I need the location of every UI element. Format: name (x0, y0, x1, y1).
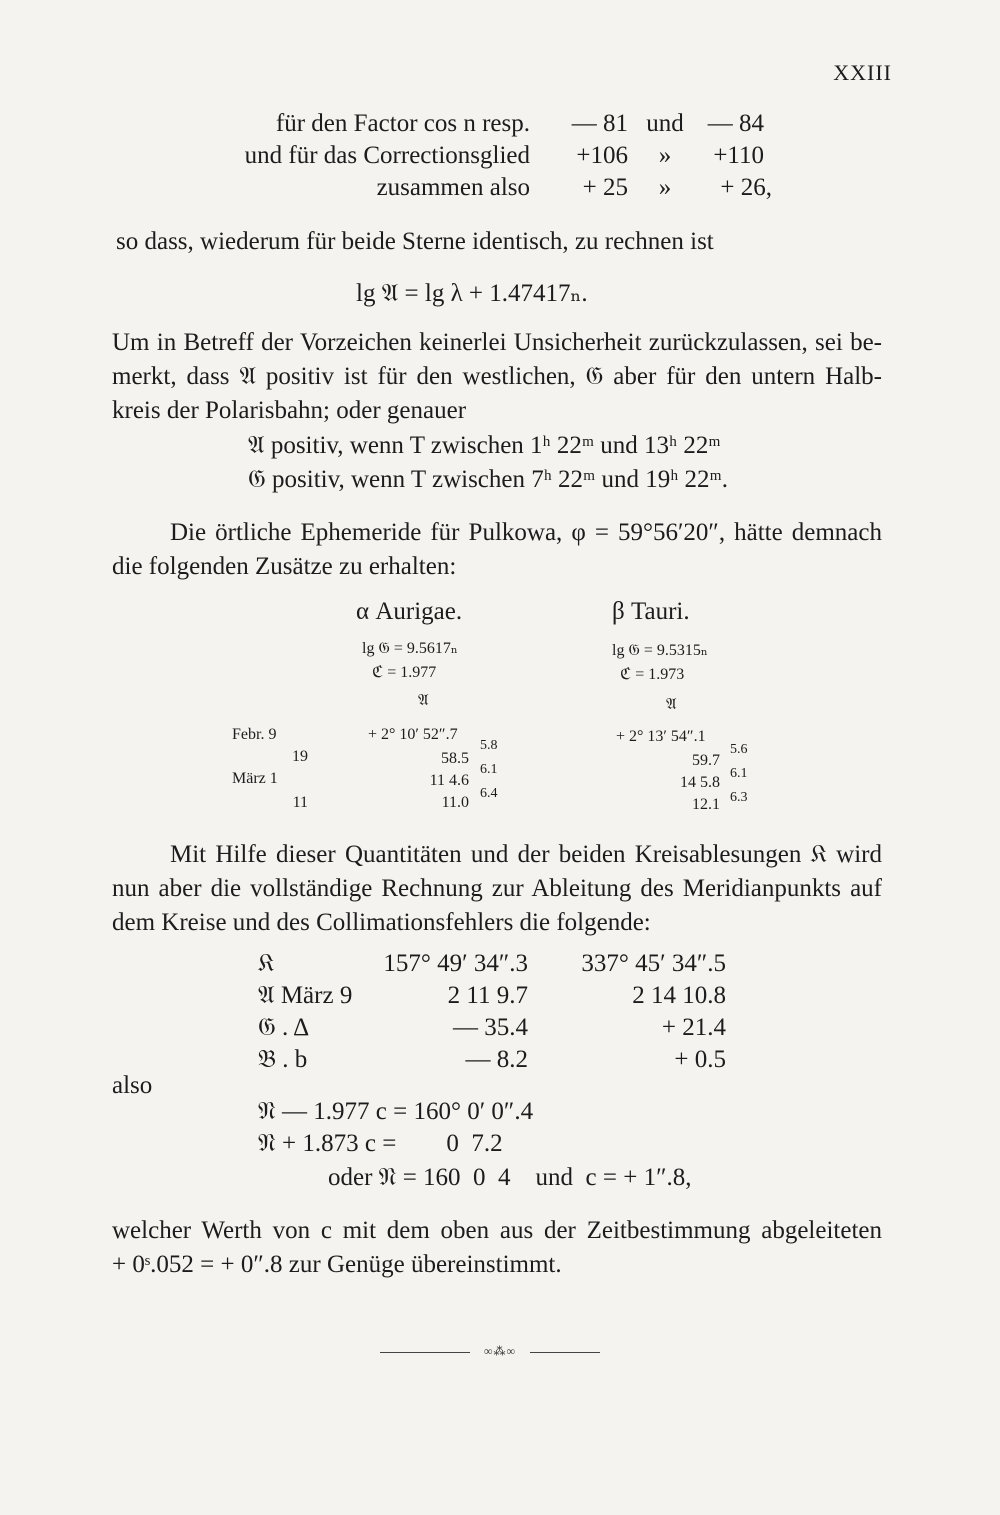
factor-sep-2: » (658, 142, 672, 169)
factor-value-2b: +110 (713, 142, 764, 169)
paragraph-3 (112, 516, 882, 584)
result-line-1: 𝔑 — 1.977 c = 160° 0′ 0″.4 (258, 1098, 534, 1125)
paragraph-2-line-1: Um in Betreff der Vorzeichen keinerlei Unsicherheit zurückzulassen, sei be- (112, 329, 882, 356)
paragraph-4-line-3: dem Kreise und des Collimationsfehlers die folgende: (112, 909, 651, 936)
star-2-A-value-1: + 2° 13′ 54″.1 (616, 728, 706, 745)
date-row-2: 19 (292, 748, 308, 765)
reduction-c2-3: + 21.4 (661, 1014, 726, 1041)
paragraph-2-line-2: merkt, dass 𝔄 positiv ist für den westlichen, 𝔊 aber für den untern Halb- (112, 363, 882, 390)
star-2-diff-1: 5.6 (730, 742, 748, 757)
reduction-c2-4: + 0.5 (674, 1046, 726, 1073)
factor-value-3a: + 25 (582, 174, 628, 201)
paragraph-2 (112, 326, 882, 428)
star-1-name: α Aurigae. (356, 598, 463, 625)
reduction-label-1: 𝔎 (258, 950, 275, 977)
star-2-A-value-3: 14 5.8 (680, 774, 720, 791)
star-1-diff-1: 5.8 (480, 738, 498, 753)
ornament-glyph: ∞⁂∞ (483, 1344, 517, 1358)
paragraph-2-line-3: kreis der Polarisbahn; oder genauer (112, 397, 467, 424)
star-1-diff-2: 6.1 (480, 762, 498, 777)
condition-A: 𝔄 positiv, wenn T zwischen 1ʰ 22ᵐ und 13ʰ 22ᵐ (248, 432, 721, 459)
factor-value-3b: + 26, (720, 174, 772, 201)
star-1-A-header: 𝔄 (418, 692, 429, 709)
star-2-diff-3: 6.3 (730, 790, 748, 805)
reduction-c1-2: 2 11 9.7 (447, 982, 528, 1009)
star-1-C: ℭ = 1.977 (372, 664, 437, 681)
paragraph-1: so dass, wiederum für beide Sterne identisch, zu rechnen ist (116, 228, 714, 255)
reduction-label-3: 𝔊 . Δ (258, 1014, 310, 1041)
reduction-c1-4: — 8.2 (465, 1046, 528, 1073)
factor-value-1a: — 81 (571, 110, 628, 137)
factor-label-2: und für das Correctionsglied (244, 142, 530, 169)
star-2-A-value-4: 12.1 (692, 796, 720, 813)
reduction-label-4: 𝔅 . b (258, 1046, 308, 1073)
star-1-lgG: lg 𝔊 = 9.5617ₙ (362, 640, 458, 657)
star-2-C: ℭ = 1.973 (620, 666, 685, 683)
paragraph-4 (112, 838, 882, 940)
factor-value-2a: +106 (576, 142, 628, 169)
star-2-diff-2: 6.1 (730, 766, 748, 781)
paragraph-5 (112, 1214, 882, 1282)
paragraph-5-line-1: welcher Werth von c mit dem oben aus der Zeitbestimmung abgeleiteten (112, 1217, 882, 1244)
star-1-A-value-2: 58.5 (441, 750, 469, 767)
reduction-label-2: 𝔄 März 9 (258, 982, 353, 1009)
also-label: also (112, 1072, 153, 1099)
factor-sep-1: und (646, 110, 684, 137)
date-row-1: Febr. 9 (232, 726, 277, 743)
formula-lgA: lg 𝔄 = lg λ + 1.47417ₙ. (356, 280, 588, 307)
date-row-4: 11 (292, 794, 308, 811)
date-row-3: März 1 (232, 770, 278, 787)
result-line-3: oder 𝔑 = 160 0 4 und c = + 1″.8, (328, 1164, 692, 1191)
condition-G: 𝔊 positiv, wenn T zwischen 7ʰ 22ᵐ und 19ʰ 22ᵐ. (248, 466, 729, 493)
reduction-c1-3: — 35.4 (453, 1014, 528, 1041)
star-1-A-value-4: 11.0 (441, 794, 469, 811)
reduction-c1-1: 157° 49′ 34″.3 (383, 950, 528, 977)
result-line-2: 𝔑 + 1.873 c = 0 7.2 (258, 1130, 503, 1157)
paragraph-3-line-1: Die örtliche Ephemeride für Pulkowa, φ = 59°56′20″, hätte demnach (170, 519, 882, 546)
star-2-A-header: 𝔄 (666, 696, 677, 713)
factor-sep-3: » (658, 174, 672, 201)
star-2-A-value-2: 59.7 (692, 752, 720, 769)
paragraph-4-line-1: Mit Hilfe dieser Quantitäten und der beiden Kreisablesungen 𝔎 wird (170, 841, 882, 868)
page-number: XXIII (833, 60, 892, 85)
factor-label-1: für den Factor cos n resp. (275, 110, 530, 137)
star-1-A-value-3: 11 4.6 (429, 772, 469, 789)
ornament-rule-right (530, 1352, 600, 1353)
reduction-c2-1: 337° 45′ 34″.5 (581, 950, 726, 977)
star-1-diff-3: 6.4 (480, 786, 498, 801)
star-2-lgG: lg 𝔊 = 9.5315ₙ (612, 642, 708, 659)
paragraph-4-line-2: nun aber die vollständige Rechnung zur Ableitung des Meridianpunkts auf (112, 875, 882, 902)
factor-label-3: zusammen also (376, 174, 530, 201)
paragraph-3-line-2: die folgenden Zusätze zu erhalten: (112, 553, 457, 580)
reduction-c2-2: 2 14 10.8 (632, 982, 726, 1009)
ornament-rule-left (380, 1352, 470, 1353)
factor-value-1b: — 84 (707, 110, 764, 137)
star-2-name: β Tauri. (612, 598, 690, 625)
star-1-A-value-1: + 2° 10′ 52″.7 (368, 726, 458, 743)
paragraph-5-line-2: + 0ˢ.052 = + 0″.8 zur Genüge übereinstimmt. (112, 1251, 562, 1278)
